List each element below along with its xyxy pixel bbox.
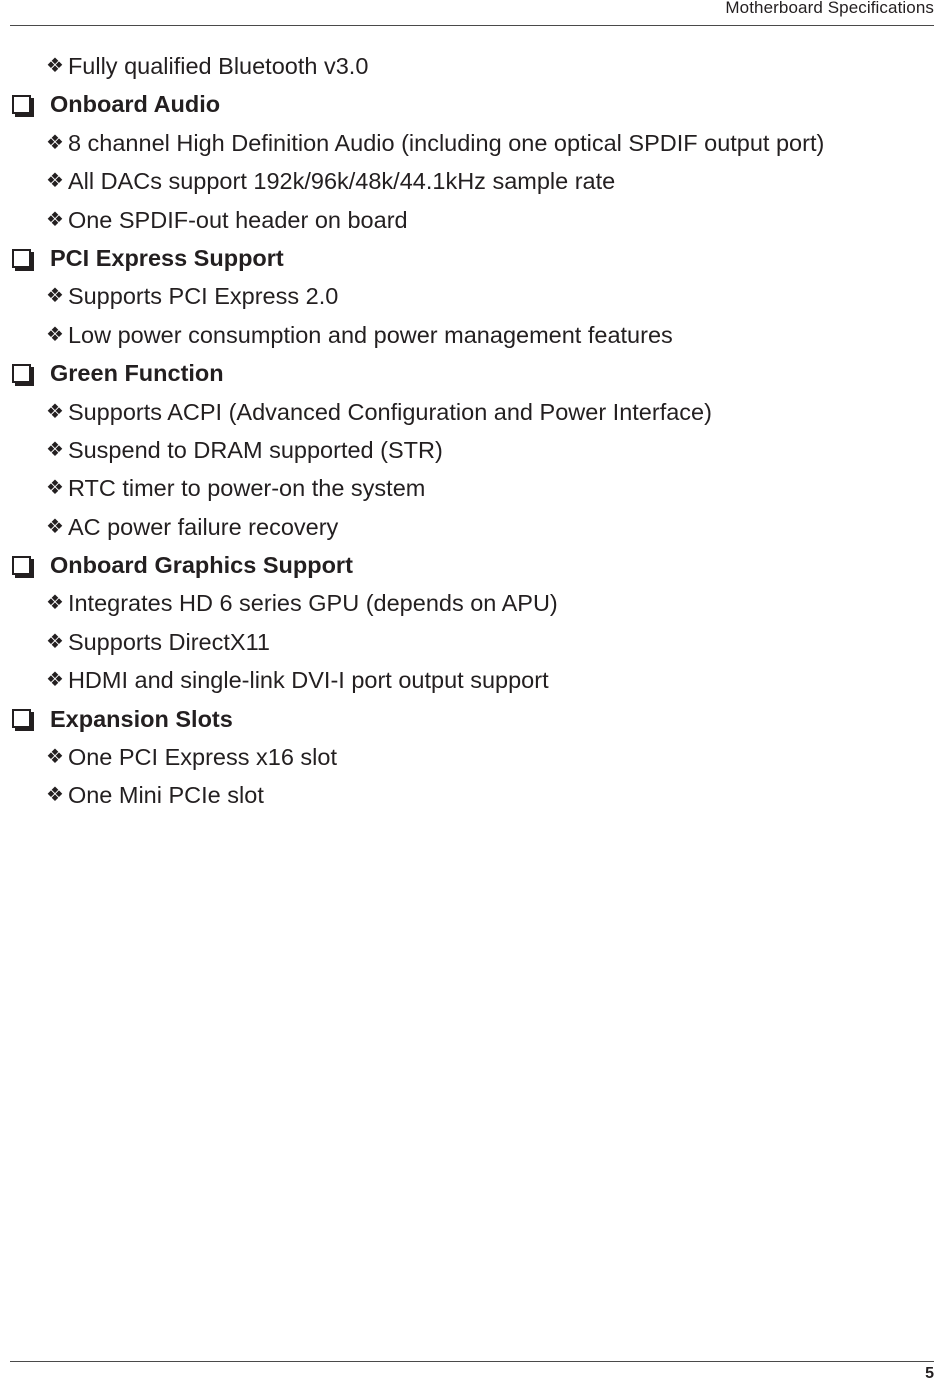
spec-item-text: HDMI and single-link DVI-I port output support [67,667,549,694]
section-heading [10,239,824,277]
four-diamond-icon: ❖ [46,400,64,423]
spec-item-text: Supports PCI Express 2.0 [67,283,339,310]
spec-item-text: Suspend to DRAM supported (STR) [67,436,443,463]
spec-item [10,776,824,814]
four-diamond-icon: ❖ [46,477,64,500]
four-diamond-icon: ❖ [46,208,64,231]
spec-list [10,47,824,815]
four-diamond-icon: ❖ [46,746,64,769]
spec-item [10,47,824,85]
section-heading [10,700,824,738]
spec-item-text: Supports DirectX11 [67,628,270,655]
four-diamond-icon: ❖ [46,285,64,308]
spec-item-text: Low power consumption and power management features [67,321,673,348]
spec-item [10,469,824,507]
spec-item-text: 8 channel High Definition Audio (including one optical SPDIF output port) [67,129,825,156]
spec-item [10,124,824,162]
section-heading-text: PCI Express Support [50,244,284,271]
section-heading-text: Expansion Slots [50,705,233,732]
spec-item-text: One Mini PCIe slot [67,782,264,809]
square-box-icon [12,249,31,268]
footer-rule [10,1361,934,1362]
spec-item-text: AC power failure recovery [67,513,339,540]
spec-item [10,508,824,546]
section-heading-text: Green Function [50,360,224,387]
spec-item [10,584,824,622]
square-box-icon [12,364,31,383]
spec-item [10,431,824,469]
running-header-title: Motherboard Specifications [725,0,934,17]
four-diamond-icon: ❖ [46,131,64,154]
four-diamond-icon: ❖ [46,438,64,461]
section-heading [10,546,824,584]
square-box-icon [12,95,31,114]
spec-item [10,393,824,431]
spec-item-text: RTC timer to power-on the system [67,475,426,502]
section-heading [10,85,824,123]
section-heading [10,354,824,392]
four-diamond-icon: ❖ [46,55,64,77]
four-diamond-icon: ❖ [46,784,64,807]
four-diamond-icon: ❖ [46,630,64,653]
spec-item-text: Fully qualified Bluetooth v3.0 [67,53,369,79]
four-diamond-icon: ❖ [46,170,64,193]
spec-item [10,623,824,661]
spec-item-text: Integrates HD 6 series GPU (depends on APU) [67,590,558,617]
page-number: 5 [925,1365,934,1382]
spec-item [10,201,824,239]
spec-item-text: All DACs support 192k/96k/48k/44.1kHz sample rate [67,168,616,195]
section-heading-text: Onboard Audio [50,91,221,118]
square-box-icon [12,556,31,575]
section-heading-text: Onboard Graphics Support [50,552,353,579]
spec-item [10,738,824,776]
header-rule [10,25,934,26]
four-diamond-icon: ❖ [46,592,64,615]
spec-item [10,277,824,315]
four-diamond-icon: ❖ [46,323,64,346]
four-diamond-icon: ❖ [46,669,64,692]
four-diamond-icon: ❖ [46,515,64,538]
square-box-icon [12,709,31,728]
spec-item-text: One SPDIF-out header on board [67,206,408,233]
spec-item [10,661,824,699]
spec-item [10,316,824,354]
spec-item [10,162,824,200]
spec-item-text: One PCI Express x16 slot [67,744,337,771]
spec-item-text: Supports ACPI (Advanced Configuration and Power Interface) [67,398,712,425]
